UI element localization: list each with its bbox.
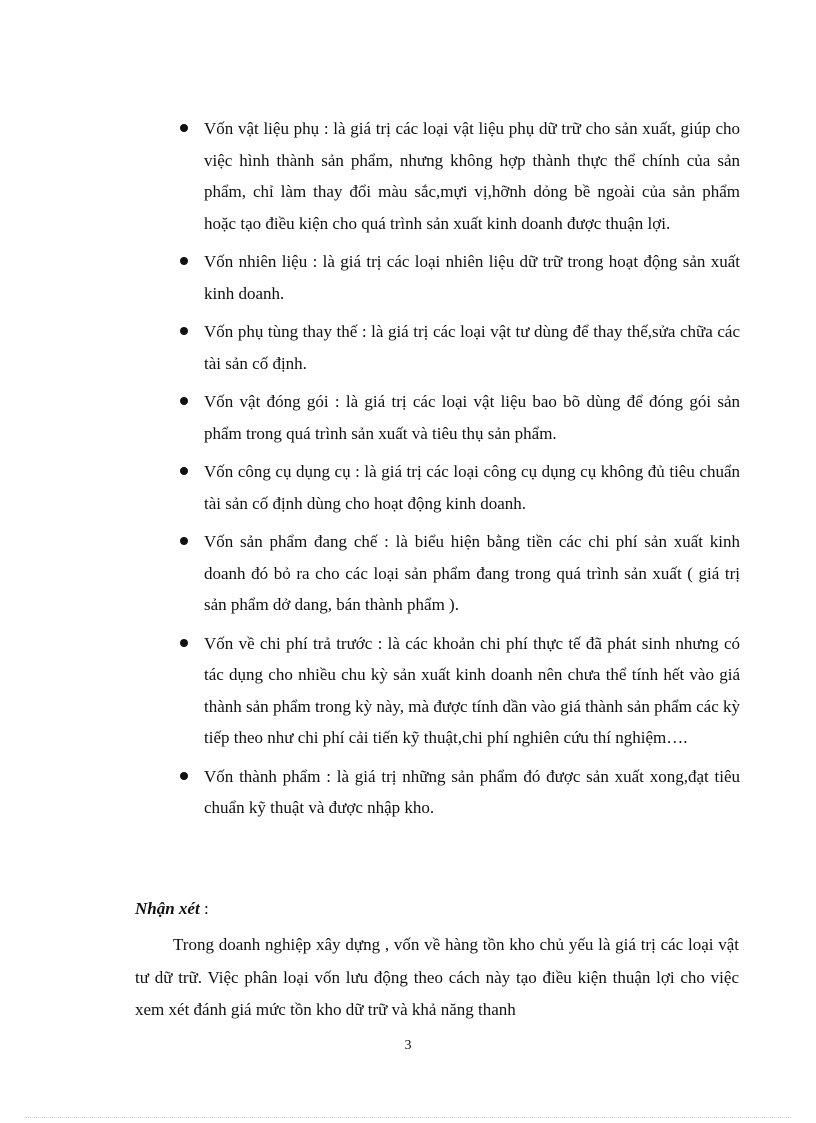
remark-heading-label: Nhận xét — [135, 899, 200, 918]
bullet-icon — [180, 124, 188, 132]
bullet-icon — [180, 327, 188, 335]
bullet-icon — [180, 397, 188, 405]
page-number: 3 — [404, 1038, 412, 1053]
remark-heading — [135, 893, 209, 925]
bullet-item-fuel — [0, 246, 816, 309]
bullet-icon — [180, 772, 188, 780]
page-bottom-divider — [25, 1117, 791, 1118]
bullet-item-tools — [0, 456, 816, 519]
bullet-item-materials — [0, 113, 816, 239]
bullet-icon — [180, 467, 188, 475]
bullet-item-packaging — [0, 386, 816, 449]
bullet-item-finished-goods — [0, 761, 816, 824]
bullet-item-spare-parts — [0, 316, 816, 379]
bullet-text: Vốn sản phẩm đang chế : là biểu hiện bằng tiền các chi phí sản xuất kinh doanh đó bỏ ra cho các loại sản phẩm đang trong quá trình sản xuất ( giá trị sản phẩm dở dang, bán thành phẩm ). — [204, 532, 740, 614]
bullet-text: Vốn phụ tùng thay thế : là giá trị các loại vật tư dùng để thay thế,sửa chữa các tài sản cố định. — [204, 322, 740, 373]
bullet-icon — [180, 537, 188, 545]
bullet-text: Vốn về chi phí trả trước : là các khoản chi phí thực tế đã phát sinh nhưng có tác dụng cho nhiều chu kỳ sản xuất kinh doanh nên chưa thể tính hết vào giá thành sản phẩm trong kỳ này, mà được tính dần vào giá thành sản phẩm các kỳ tiếp theo như chi phí cải tiến kỹ thuật,chi phí nghiên cứu thí nghiệm…. — [204, 633, 740, 747]
bullet-icon — [180, 257, 188, 265]
bullet-icon — [180, 639, 188, 647]
bullet-text: Vốn nhiên liệu : là giá trị các loại nhiên liệu dữ trữ trong hoạt động sản xuất kinh doanh. — [204, 252, 740, 303]
remark-heading-colon: : — [199, 899, 209, 918]
bullet-text: Vốn vật liệu phụ : là giá trị các loại vật liệu phụ dữ trữ cho sản xuất, giúp cho việc hình thành sản phẩm, nhưng không hợp thành thực thể chính của sản phẩm, chỉ làm thay đổi màu sắc,mựi vị,hỡnh dỏng bề ngoài của sản phẩm hoặc tạo điều kiện cho quá trình sản xuất kinh doanh được thuận lợi. — [204, 119, 740, 233]
bullet-text: Vốn thành phẩm : là giá trị những sản phẩm đó được sản xuất xong,đạt tiêu chuẩn kỹ thuật và được nhập kho. — [204, 766, 740, 817]
bullet-text: Vốn vật đóng gói : là giá trị các loại vật liệu bao bõ dùng để đóng gói sản phẩm trong quá trình sản xuất và tiêu thụ sản phẩm. — [204, 392, 740, 443]
remark-paragraph: Trong doanh nghiệp xây dựng , vốn về hàng tồn kho chủ yếu là giá trị các loại vật tư dữ trữ. Việc phân loại vốn lưu động theo cách này tạo điều kiện thuận lợi cho việc xem xét đánh giá mức tồn kho dữ trữ và khả năng thanh — [135, 935, 739, 1019]
bullet-text: Vốn công cụ dụng cụ : là giá trị các loại công cụ dụng cụ không đủ tiêu chuẩn tài sản cố định dùng cho hoạt động kinh doanh. — [204, 462, 740, 513]
bullet-item-work-in-progress — [0, 526, 816, 621]
bullet-item-prepaid-expenses — [0, 628, 816, 754]
bullet-list — [0, 113, 816, 831]
